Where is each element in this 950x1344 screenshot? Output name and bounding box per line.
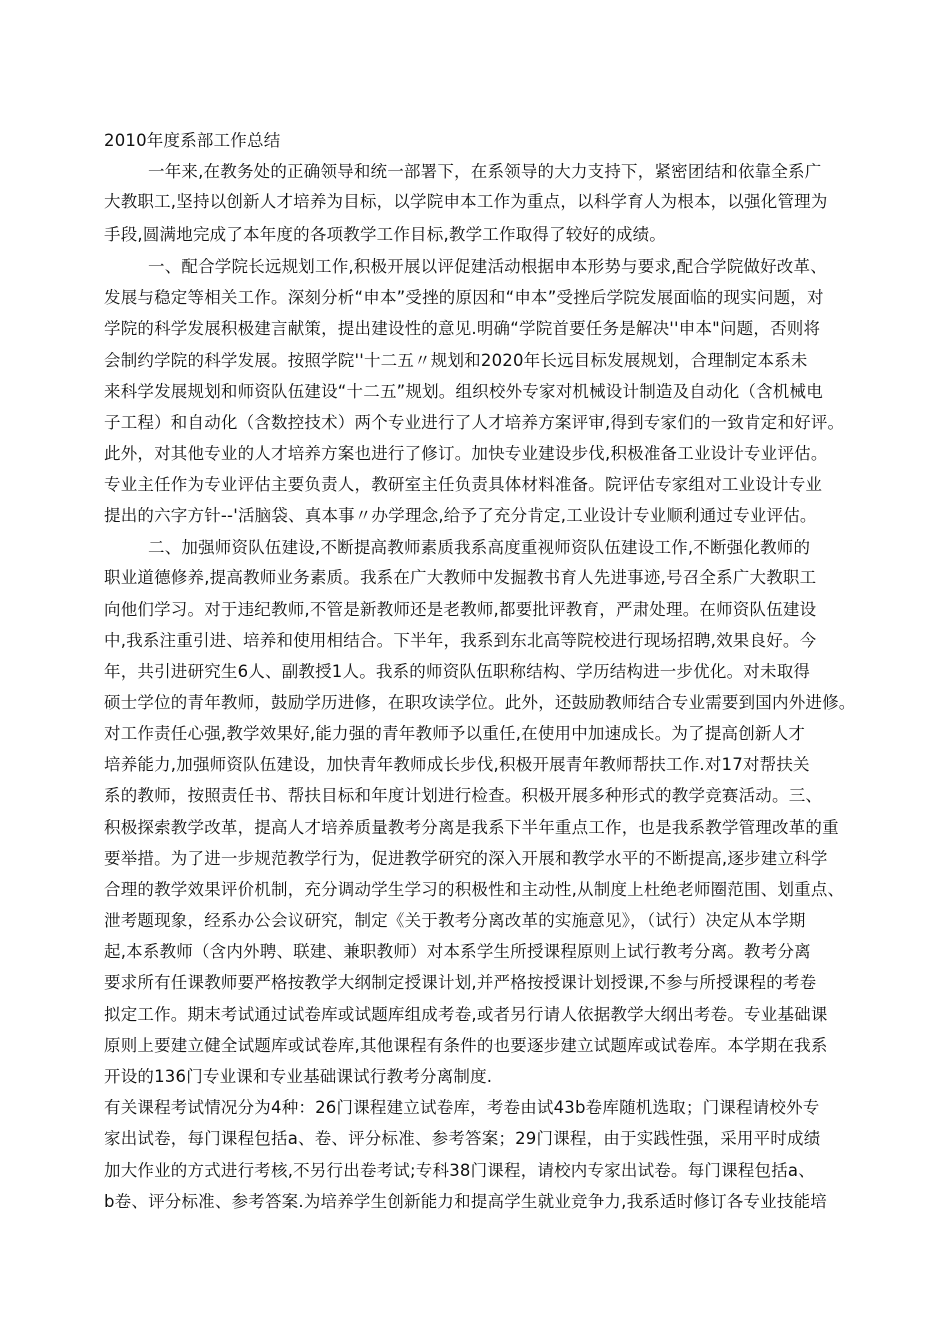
text-line: 有关课程考试情况分为4种：26门课程建立试卷库，考卷由试43b卷库随机选取；门课程请校外专 (104, 1098, 820, 1117)
text-line: 起,本系教师（含内外聘、联建、兼职教师）对本系学生所授课程原则上试行教考分离。教考分离 (104, 942, 811, 961)
text-line: 积极探索教学改革，提高人才培养质量教考分离是我系下半年重点工作，也是我系教学管理改革的重 (104, 818, 839, 837)
text-line: 学院的科学发展积极建言献策，提出建设性的意见.明确“学院首要任务是解决''申本"问题，否则将 (104, 319, 821, 338)
text-line: 中,我系注重引进、培养和使用相结合。下半年，我系到东北高等院校进行现场招聘,效果良好。今 (104, 631, 817, 650)
text-line: 二、加强师资队伍建设,不断提高教师素质我系高度重视师资队伍建设工作,不断强化教师的 (148, 538, 811, 557)
text-line: 大教职工,坚持以创新人才培养为目标，以学院申本工作为重点，以科学育人为根本，以强化管理为 (104, 192, 828, 211)
text-line: 会制约学院的科学发展。按照学院''十二五〃规划和2020年长远目标发展规划，合理制定本系未 (104, 351, 808, 370)
text-line: 此外，对其他专业的人才培养方案也进行了修订。加快专业建设步伐,积极准备工业设计专业评估。 (104, 444, 828, 463)
text-line: 职业道德修养,提高教师业务素质。我系在广大教师中发掘教书育人先进事迹,号召全系广大教职工 (104, 568, 817, 587)
text-line: 要举措。为了进一步规范教学行为，促进教学研究的深入开展和教学水平的不断提高,逐步建立科学 (104, 849, 828, 868)
text-line: 拟定工作。期末考试通过试卷库或试题库组成考卷,或者另行请人依据教学大纲出考卷。专业基础课 (104, 1005, 828, 1024)
text-line: 年，共引进研究生6人、副教授1人。我系的师资队伍职称结构、学历结构进一步优化。对未取得 (104, 662, 811, 681)
text-line: 子工程）和自动化（含数控技术）两个专业进行了人才培养方案评审,得到专家们的一致肯定和好评。 (104, 413, 845, 432)
text-line: 家出试卷，每门课程包括a、卷、评分标准、参考答案；29门课程，由于实践性强，采用平时成绩 (104, 1129, 821, 1148)
text-line: 硕士学位的青年教师，鼓励学历进修，在职攻读学位。此外，还鼓励教师结合专业需要到国内外进修。 (104, 693, 856, 712)
text-line: 提出的六字方针--'活脑袋、真本事〃办学理念,给予了充分肯定,工业设计专业顺利通过专业评估。 (104, 506, 817, 525)
text-line: 专业主任作为专业评估主要负责人，教研室主任负责具体材料准备。院评估专家组对工业设计专业 (104, 475, 823, 494)
text-line: 向他们学习。对于违纪教师,不管是新教师还是老教师,都要批评教育，严肃处理。在师资队伍建设 (104, 600, 817, 619)
document-title: 2010年度系部工作总结 (104, 131, 281, 150)
text-line: 加大作业的方式进行考核,不另行出卷考试;专科38门课程，请校内专家出试卷。每门课程包括a、 (104, 1161, 815, 1180)
text-line: 开设的136门专业课和专业基础课试行教考分离制度. (104, 1067, 493, 1086)
text-line: 一、配合学院长远规划工作,积极开展以评促建活动根据申本形势与要求,配合学院做好改革、 (148, 257, 827, 276)
text-line: 泄考题现象，经系办公会议研究，制定《关于教考分离改革的实施意见》，（试行）决定从本学期 (104, 911, 806, 930)
text-line: 发展与稳定等相关工作。深刻分析“申本”受挫的原因和“申本”受挫后学院发展面临的现实问题，对 (104, 288, 824, 307)
text-line: 合理的教学效果评价机制，充分调动学生学习的积极性和主动性,从制度上杜绝老师圈范围、划重点、 (104, 880, 845, 899)
text-line: 培养能力,加强师资队伍建设，加快青年教师成长步伐,积极开展青年教师帮扶工作.对17对帮扶关 (104, 755, 810, 774)
text-line: 手段,圆满地完成了本年度的各项教学工作目标,教学工作取得了较好的成绩。 (104, 225, 666, 244)
text-line: 系的教师，按照责任书、帮扶目标和年度计划进行检查。积极开展多种形式的教学竞赛活动。三、 (104, 786, 823, 805)
text-line: 原则上要建立健全试题库或试卷库,其他课程有条件的也要逐步建立试题库或试卷库。本学期在我系 (104, 1036, 828, 1055)
text-line: 对工作责任心强,教学效果好,能力强的青年教师予以重任,在使用中加速成长。为了提高创新人才 (104, 724, 806, 743)
text-line: 要求所有任课教师要严格按教学大纲制定授课计划,并严格按授课计划授课,不参与所授课程的考卷 (104, 973, 817, 992)
text-line: 来科学发展规划和师资队伍建设“十二五”规划。组织校外专家对机械设计制造及自动化（含机械电 (104, 382, 823, 401)
text-line: b卷、评分标准、参考答案.为培养学生创新能力和提高学生就业竞争力,我系适时修订各专业技能培 (104, 1192, 827, 1211)
text-line: 一年来,在教务处的正确领导和统一部署下，在系领导的大力支持下，紧密团结和依靠全系广 (148, 162, 822, 181)
